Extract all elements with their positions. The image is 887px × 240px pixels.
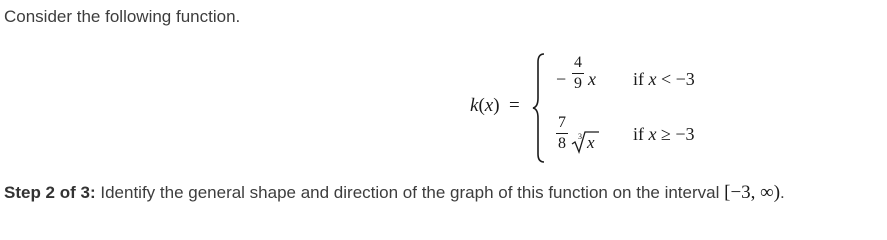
function-variable: x (484, 95, 494, 116)
root-index: 3 (578, 132, 582, 141)
left-brace-icon (532, 52, 546, 164)
radicand: x (587, 133, 595, 152)
piece2-cond-variable: x (648, 124, 657, 144)
piece1-minus-sign: − (556, 69, 567, 89)
piece2-denominator: 8 (558, 135, 566, 153)
piece2-fraction (556, 114, 568, 153)
piece1-fraction (572, 54, 584, 93)
piece1-cond-variable: x (648, 69, 657, 89)
piece1-denominator: 9 (574, 75, 582, 93)
piece2-condition (633, 124, 695, 145)
problem-intro: Consider the following function. (4, 7, 241, 26)
step-text: Identify the general shape and direction of the graph of this function on the interval (100, 183, 720, 202)
piece1-if: if (633, 69, 644, 89)
piece2-if: if (633, 124, 644, 144)
function-name: k (470, 95, 479, 116)
piece1-numerator: 4 (574, 54, 582, 71)
piece2-cond-value: −3 (675, 124, 695, 144)
interval: [−3, ∞) (724, 182, 781, 203)
piece1-cond-value: −3 (675, 69, 695, 89)
fraction-bar (556, 133, 568, 134)
step-end-punct: . (780, 183, 785, 202)
piece1-variable: x (588, 69, 596, 89)
piece1-condition (633, 69, 695, 90)
step-instruction (4, 181, 785, 205)
equals-sign: = (509, 95, 520, 116)
function-lhs: k(x) = (470, 95, 520, 116)
piecewise-function (470, 52, 770, 164)
radical-sign-icon (571, 130, 599, 154)
piece1-cond-operator: < (661, 69, 672, 89)
piece2-numerator: 7 (558, 114, 566, 131)
fraction-bar (572, 73, 584, 74)
step-label: Step 2 of 3: (4, 183, 96, 202)
piece2-cond-operator: ≥ (661, 124, 671, 144)
